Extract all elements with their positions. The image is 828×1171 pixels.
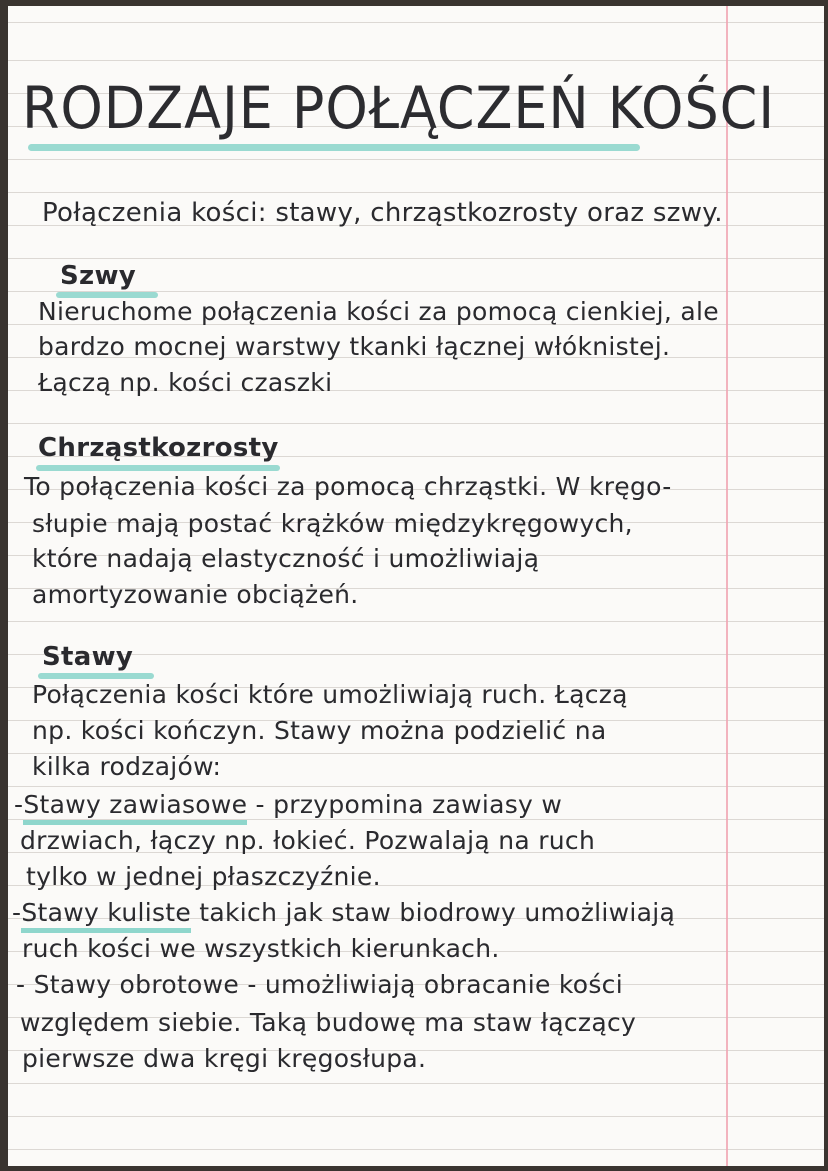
stawy-line-3: kilka rodzajów: (32, 752, 222, 781)
section-heading-szwy: Szwy (60, 261, 137, 291)
chrzastkozrosty-line-2: słupie mają postać krążków międzykręgowych, (32, 509, 633, 538)
term-description: - przypomina zawiasy w (247, 790, 563, 819)
term-description: takich jak staw biodrowy umożliwiają (191, 898, 676, 927)
szwy-line-3: Łączą np. kości czaszki (38, 368, 333, 397)
list-item-stawy-obrotowe (16, 970, 623, 999)
zawiasowe-line-2: drzwiach, łączy np. łokieć. Pozwalają na ruch (20, 826, 596, 855)
zawiasowe-line-3: tylko w jednej płaszczyźnie. (26, 862, 381, 891)
page-title: RODZAJE POŁĄCZEŃ KOŚCI (22, 74, 776, 142)
obrotowe-line-3: pierwsze dwa kręgi kręgosłupa. (22, 1044, 427, 1073)
term-stawy-obrotowe: Stawy obrotowe (33, 970, 240, 999)
term-description: - umożliwiają obracanie kości (239, 970, 623, 999)
term-stawy-kuliste: Stawy kuliste (21, 898, 191, 933)
szwy-line-2: bardzo mocnej warstwy tkanki łącznej włóknistej. (38, 332, 671, 361)
title-highlight (28, 144, 640, 151)
list-item-stawy-kuliste (12, 898, 675, 927)
chrzastkozrosty-line-1: To połączenia kości za pomocą chrząstki. W kręgo- (24, 472, 672, 501)
szwy-line-1: Nieruchome połączenia kości za pomocą cienkiej, ale (38, 297, 719, 326)
section-heading-stawy: Stawy (42, 642, 134, 672)
kuliste-line-2: ruch kości we wszystkich kierunkach. (22, 934, 500, 963)
list-dash: - (16, 970, 34, 999)
list-item-stawy-zawiasowe (14, 790, 562, 819)
stawy-line-2: np. kości kończyn. Stawy można podzielić na (32, 716, 607, 745)
stawy-line-1: Połączenia kości które umożliwiają ruch. Łączą (32, 680, 628, 709)
chrzastkozrosty-line-3: które nadają elastyczność i umożliwiają (32, 544, 540, 573)
margin-line (726, 6, 728, 1166)
chrzastkozrosty-line-4: amortyzowanie obciążeń. (32, 580, 359, 609)
list-dash: - (12, 898, 22, 927)
section-heading-chrzastkozrosty: Chrząstkozrosty (38, 433, 279, 463)
intro-line: Połączenia kości: stawy, chrząstkozrosty oraz szwy. (42, 198, 723, 228)
heading-underline-chrzastkozrosty (36, 465, 280, 471)
heading-underline-stawy (38, 673, 154, 679)
term-stawy-zawiasowe: Stawy zawiasowe (23, 790, 247, 825)
list-dash: - (14, 790, 24, 819)
notebook-page (8, 6, 824, 1166)
obrotowe-line-2: względem siebie. Taką budowę ma staw łączący (20, 1008, 637, 1037)
